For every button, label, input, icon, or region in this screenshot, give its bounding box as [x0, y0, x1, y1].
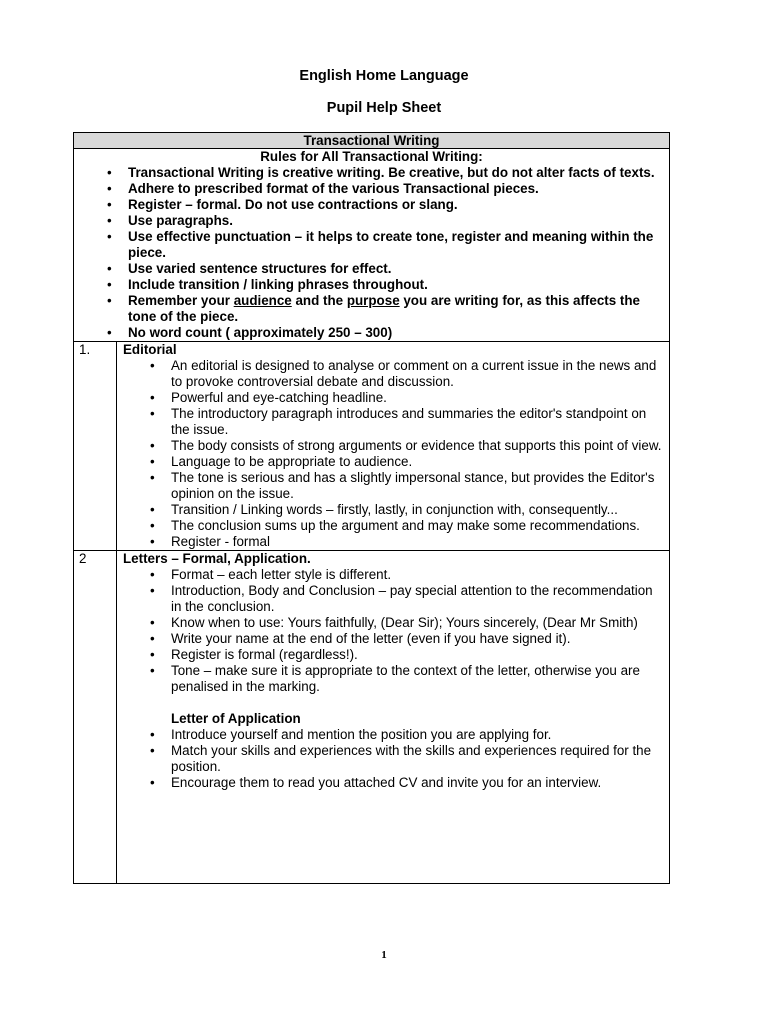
list-item: • Register - formal	[171, 534, 665, 550]
application-list	[123, 727, 665, 791]
list-item: • Transition / Linking words – firstly, lastly, in conjunction with, consequently...	[171, 502, 665, 518]
list-item: • The conclusion sums up the argument and may make some recommendations.	[171, 518, 665, 534]
table-heading: Transactional Writing	[74, 133, 670, 149]
letters-list	[123, 567, 665, 695]
section-row-editorial	[74, 342, 670, 551]
page-number: 1	[381, 949, 387, 961]
blank-space	[123, 791, 665, 883]
rules-title: Rules for All Transactional Writing:	[260, 149, 483, 164]
document-subtitle: Pupil Help Sheet	[326, 100, 442, 116]
rules-list	[74, 165, 669, 341]
remember-text-a: Remember your	[128, 293, 234, 308]
list-item: • Know when to use: Yours faithfully, (Dear Sir); Yours sincerely, (Dear Mr Smith)	[171, 615, 665, 631]
section-row-letters	[74, 551, 670, 884]
remember-text-c: and the	[291, 293, 347, 308]
list-item: • Tone – make sure it is appropriate to the context of the letter, otherwise you are penalised in the marking.	[171, 663, 665, 695]
letter-of-application-heading: Letter of Application	[171, 711, 301, 726]
list-item: • An editorial is designed to analyse or comment on a current issue in the news and to provoke controversial debate and discussion.	[171, 358, 665, 390]
list-item-remember	[128, 293, 663, 325]
section-content-letters	[117, 551, 670, 884]
list-item: • Introduce yourself and mention the position you are applying for.	[171, 727, 665, 743]
section-content-editorial	[117, 342, 670, 551]
list-item: • Register – formal. Do not use contractions or slang.	[128, 197, 663, 213]
remember-text-e: you are writing for, as this affects the tone of the piece.	[128, 293, 640, 324]
list-item: • Write your name at the end of the letter (even if you have signed it).	[171, 631, 665, 647]
audience-underlined: audience	[233, 293, 292, 308]
list-item: • Adhere to prescribed format of the various Transactional pieces.	[128, 181, 663, 197]
document-title: English Home Language	[299, 68, 469, 84]
list-item: • Language to be appropriate to audience.	[171, 454, 665, 470]
list-item: • Introduction, Body and Conclusion – pay special attention to the recommendation in the conclusion.	[171, 583, 665, 615]
list-item: • Use varied sentence structures for effect.	[128, 261, 663, 277]
list-item: • Include transition / linking phrases throughout.	[128, 277, 663, 293]
rules-cell	[74, 149, 670, 342]
list-item: • Format – each letter style is different.	[171, 567, 665, 583]
list-item: • Transactional Writing is creative writing. Be creative, but do not alter facts of texts.	[128, 165, 663, 181]
section-number: 2	[74, 551, 117, 884]
list-item: • Register is formal (regardless!).	[171, 647, 665, 663]
purpose-underlined: purpose	[346, 293, 400, 308]
list-item: • The tone is serious and has a slightly impersonal stance, but provides the Editor's opinion on the issue.	[171, 470, 665, 502]
list-item: • The body consists of strong arguments or evidence that supports this point of view.	[171, 438, 665, 454]
list-item: • Encourage them to read you attached CV and invite you for an interview.	[171, 775, 665, 791]
list-item: • Use paragraphs.	[128, 213, 663, 229]
section-title: Letters – Formal, Application.	[123, 551, 311, 566]
editorial-list	[123, 358, 665, 550]
section-number: 1.	[74, 342, 117, 551]
list-item: • Powerful and eye-catching headline.	[171, 390, 665, 406]
list-item: • No word count ( approximately 250 – 300)	[128, 325, 663, 341]
help-sheet-table	[73, 132, 670, 884]
list-item: • Match your skills and experiences with the skills and experiences required for the position.	[171, 743, 665, 775]
list-item: • Use effective punctuation – it helps to create tone, register and meaning within the piece.	[128, 229, 663, 261]
section-title: Editorial	[123, 342, 177, 357]
table-heading-row	[74, 133, 670, 149]
list-item: • The introductory paragraph introduces and summaries the editor's standpoint on the issue.	[171, 406, 665, 438]
rules-row	[74, 149, 670, 342]
